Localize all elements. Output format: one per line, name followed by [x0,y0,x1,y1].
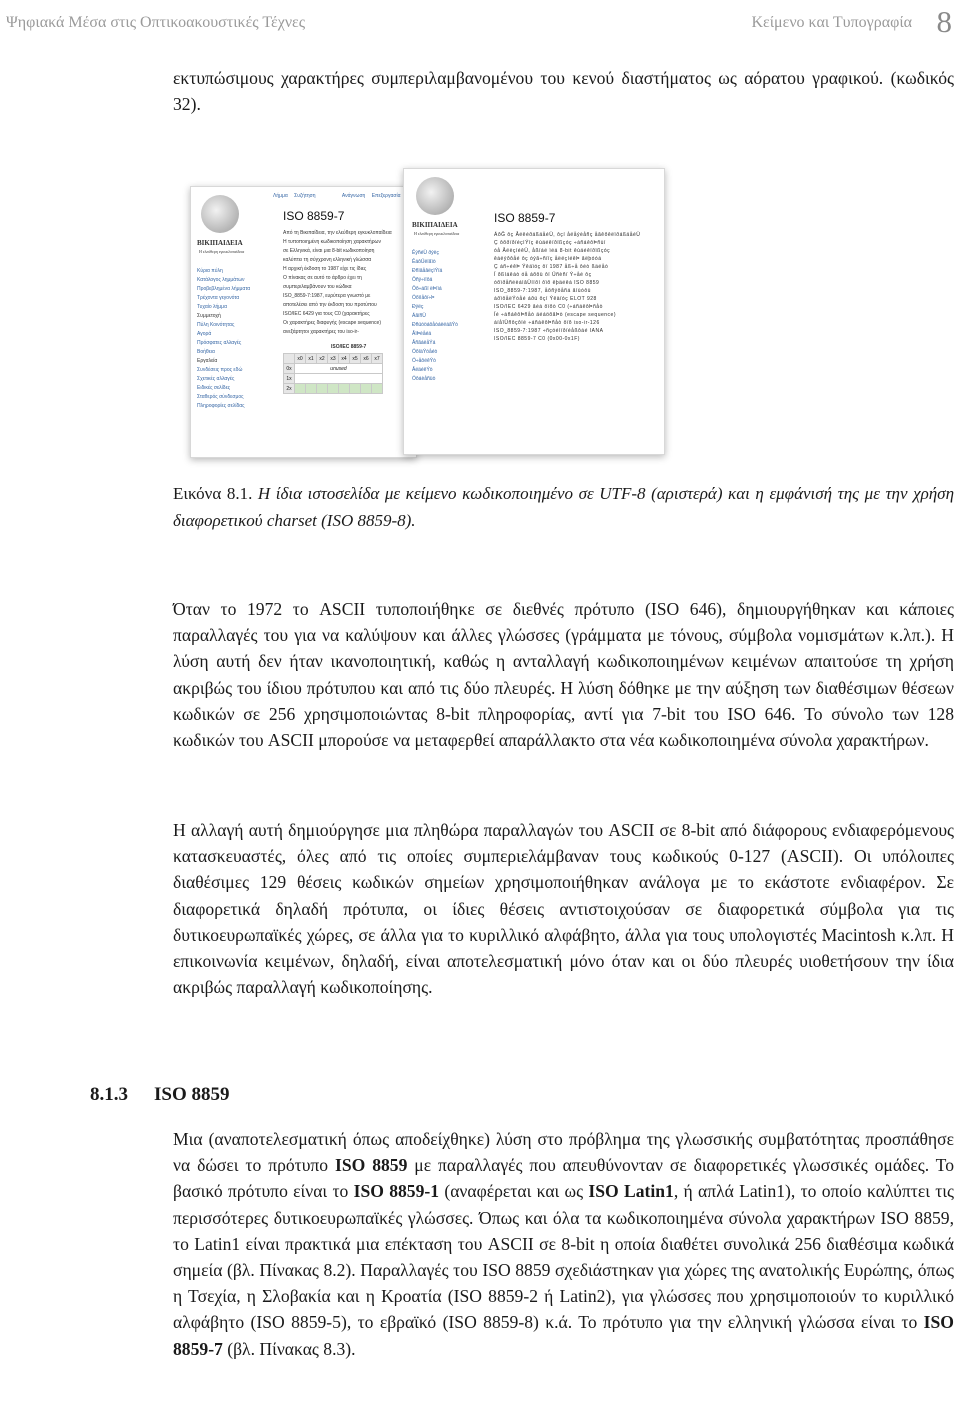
garbled-sidebar: ÊýñéÜ ðýëç ÊáôÜëïãïò ÐñïâåâëçìÝíá Ôñý÷ïíôá Ôõ÷áßï ëÞììá Óõììåôï÷Þ Ðýëç ÁãïñÜ ÐñüóöáôåòáëëáãÝò ÂïÞèåéá ÅñãáëåÝá ÓõíäÝóåéò Ó÷åôéêÝò ÅéäéêÝò Óôáèåñüò [412,250,458,382]
garbled-line: Ïé ÷áñáêôÞñåò äéáöõãÞò (escape sequence) [494,312,616,318]
garbled-line: ISO/IEC 8859-7 C0 (0x00-0x1F) [494,336,580,342]
body-line: Οι χαρακτήρες διαφυγής (escape sequence) [283,320,382,326]
body-line: σε Ελληνικά, είναι μια 8-bit κωδικοποίηση [283,248,375,254]
row-header: 2x [284,384,295,394]
row-header: 1x [284,374,295,384]
nav-item: Κύρια πύλη [197,268,223,274]
wikipedia-globe-icon [416,177,454,215]
intro-paragraph [173,65,954,117]
nav-item: Συμμετοχή [197,313,221,319]
col-header: x3 [328,354,339,364]
garbled-line: êáëýðôåé ôç óýã÷ñïíç åëëçíéêÞ ãëþóóá [494,256,602,262]
col-header: x5 [350,354,361,364]
garbled-line: ÁðĜ ôç ÂéêéðáßäåéÜ, ôçí åëåýèåñç åãêõêëïðáßäåéÜ [494,232,641,238]
garbled-line: áðïôåëÝóåé áðü ôçí Ýêäïóç ELOT 928 [494,296,597,302]
row-header: 0x [284,364,295,374]
figure-screenshots [190,168,670,458]
bold-term: ISO Latin1 [588,1181,674,1202]
tab-article: Λήμμα [273,193,288,199]
body-line: συμπεριλαμβάνουν του κώδικα [283,284,352,290]
paragraph-text: Η αλλαγή αυτή δημιούργησε μια πληθώρα παραλλαγών του ASCII σε 8-bit από διάφορους ενδιαφερόμενους κατασκευαστές, όλες από τις οποίες συμπεριελάμβαναν τους κωδικούς 0-127 (ASCII). Οι υπόλοιπες διαθέσιμες 129 θέσεις κωδικών σημείων χρησιμοποιήθηκαν ανάλογα με το εκάστοτε ενδιαφέρον. Σε διαφορετικά δηλαδή πρότυπα, οι ίδιες θέσεις αντιστοιχούσαν σε διαφορετικά σύμβολα για τις δυτικοευρωπαϊκές χώρες, σε άλλα για το κυριλλικό αλφάβητο, άλλα για τους υπολογιστές Macintosh κ.λπ. Η επικοινωνία κειμένων, δηλαδή, είναι αποτελεσματική μόνο όταν και οι δύο πλευρές υιοθετήσουν την ίδια ακριβώς παραλλαγή κωδικοποίησης. [173,820,954,998]
bold-term: ISO 8859-1 [353,1181,440,1202]
body-line: Η αρχική έκδοση το 1987 είχε τις ίδιες [283,266,367,272]
garbled-line: ISO_8859-7:1987 ÷ñçóéìïðïéåßôáé IANA [494,328,604,334]
garbled-line: óå ÅëëçíéêÜ, åßíáé ìéá 8-bit êùäéêïðïßçóç [494,248,611,254]
col-header: x2 [317,354,328,364]
nav-item: Πληροφορίες σελίδας [197,403,245,409]
page-number: 8 [936,4,952,39]
nav-item: Κατάλογος λημμάτων [197,277,245,283]
body-line: Από τη Βικιπαίδεια, την ελεύθερη εγκυκλοπαίδεια [283,230,392,236]
garbled-body [494,231,659,343]
body-line: αποτελέσει από την έκδοση του προτύπου [283,302,377,308]
garbled-line: Ç ôõðïðïéçìÝíç êùäéêïðïßçóç ÷áñáêôÞñùí [494,240,606,246]
code-chart-table [283,353,383,394]
garbled-line: Ç áñ÷éêÞ Ýêäïóç ôï 1987 åß÷å ôéò ßäéåò [494,264,609,270]
nav-item: Αγορά [197,331,212,337]
wikipedia-wordmark: ΒΙΚΙΠΑΙΔΕΙΑ [197,239,243,247]
col-header: x6 [361,354,372,364]
running-head-book-title: Ψηφιακά Μέσα στις Οπτικοακουστικές Τέχνες [6,14,306,31]
bold-term: ISO 8859-7 [173,1312,954,1359]
tab-talk: Συζήτηση [294,193,316,199]
body-line: Ο πίνακας σε αυτό το άρθρο έχει τη [283,275,362,281]
article-title: ISO 8859-7 [283,209,345,223]
body-line: Η τυποποιημένη κωδικοποίηση χαρακτήρων [283,239,381,245]
table-caption: ISO/IEC 8859-7 [331,344,367,350]
nav-item: Πρόσφατες αλλαγές [197,340,242,346]
nav-item: Προβεβλημένα λήμματα [197,286,251,292]
wikipedia-tagline: Η ελεύθερη εγκυκλοπαίδεια [199,249,245,254]
section-number: 8.1.3 [90,1084,128,1105]
body-line: ανεξάρτητοι χαρακτήρες του iso-ir- [283,329,359,335]
body-line: καλύπτει τη σύγχρονη ελληνική γλώσσα [283,257,372,263]
body-line: ISO_8859-7:1987, ευρύτερα γνωστό με [283,293,371,299]
running-head [6,4,952,39]
article-title: ISO 8859-7 [494,211,556,225]
tab-edit: Επεξεργασία [371,193,401,199]
wikipedia-tagline: Η ελεύθερη εγκυκλοπαίδεια [414,231,460,236]
bold-term: ISO 8859 [335,1155,408,1176]
paragraph-text: με παραλλαγές που απευθύνονταν σε διαφορετικές γλωσσικές ομάδες. Το βασικό πρότυπο είναι το [173,1155,954,1202]
garbled-line: áíåîÜñôçôïé ÷áñáêôÞñåò ôïõ iso-ir-126 [494,320,600,326]
paragraph-text: (αναφέρεται και ως [439,1181,589,1202]
nav-item: Ειδικές σελίδες [197,385,231,391]
intro-text: εκτυπώσιμους χαρακτήρες συμπεριλαμβανομένου του κενού διαστήματος ως αόρατου γραφικού. (κωδικός 32). [173,68,954,115]
tab-read: Ανάγνωση [341,193,366,199]
article-tabs [273,193,401,199]
wikipedia-globe-icon [201,195,239,233]
garbled-line: ISO/IEC 6429 ãéá ôïõò C0 (÷áñáêôÞñåò [494,304,603,310]
nav-item: Τυχαίο λήμμα [197,304,227,310]
nav-item: Σχετικές αλλαγές [197,376,235,382]
col-header: x1 [306,354,317,364]
garbled-line: Ï ðßíáêáò óå áõôü ôï Üñèñï Ý÷åé ôç [494,272,592,278]
paragraph-text: Όταν το 1972 το ASCII τυποποιήθηκε σε διεθνές πρότυπο (ISO 646), δημιουργήθηκαν και κάποιες παραλλαγές του για να καλύψουν και άλλες γλώσσες (γράμματα με τόνους, σύμβολα νομισμάτων κ.λπ.). Η λύση αυτή δεν ήταν ικανοποιητική, καθώς η ανταλλαγή κωδικοποιημένων κειμένων απαιτούσε τη χρήση ακριβώς του ίδιου πρότυπου και από τις δύο πλευρές. Η λύση δόθηκε με την αύξηση των διαθέσιμων θέσεων κωδικών σε 256 χρησιμοποιώντας 8-bit πληροφορίας, αντί για 7-bit του ISO 646. Το σύνολο των 128 κωδικών του ASCII μπορούσε να μεταφερθεί απαράλλακτο στα νέα κωδικοποιημένα σύνολα χαρακτήρων. [173,599,954,751]
section-heading [90,1084,230,1106]
sidebar-nav [197,267,269,411]
wikipedia-wordmark: ΒΙΚΙΠΑΙΔΕΙΑ [412,221,458,229]
paragraph-iso8859 [173,1126,954,1362]
col-header: x4 [339,354,350,364]
caption-text: Η ίδια ιστοσελίδα με κείμενο κωδικοποιημένο σε UTF-8 (αριστερά) και η εμφάνισή της με την χρήση διαφορετικού charset (ISO 8859-8). [173,484,954,530]
article-body [283,229,413,337]
garbled-line: óõìðåñéëáìâÜíïõí ôïõ êþäéêá ISO 8859 [494,280,600,286]
paragraph-text: , ή απλά Latin1), το οποίο καλύπτει τις περισσότερες δυτικοευρωπαϊκές γλώσσες. Όπως και όλα τα κωδικοποιημένα σύνολα χαρακτήρων ISO 8859, το Latin1 είναι πρακτικά μια επέκταση του ASCII σε 8-bit η οποία διαθέτει συνολικά 256 διαθέσιμα κωδικά σημεία (βλ. Πίνακας 8.2). Παραλλαγές του ISO 8859 σχεδιάστηκαν για χώρες της ανατολικής Ευρώπης, όπως η Τσεχία, η Σλοβακία και η Κροατία (ISO 8859-2 ή Latin2), για γλώσσες που χρησιμοποιούν το κυριλλικό αλφάβητο (ISO 8859-5), το εβραϊκό (ISO 8859-8) κ.ά. Το πρότυπο για την ελληνική γλώσσα είναι το [173,1181,955,1333]
screenshot-utf8 [190,186,417,458]
figure-caption [173,481,954,534]
running-head-chapter-title: Κείμενο και Τυπογραφία [751,14,912,31]
nav-item: Τρέχοντα γεγονότα [197,295,240,301]
nav-item: Εργαλεία [197,358,218,364]
section-title: ISO 8859 [154,1084,230,1105]
paragraph-text: (βλ. Πίνακας 8.3). [222,1338,356,1359]
body-line: ISO/IEC 6429 για τους C0 (χαρακτήρες [283,311,370,317]
nav-item: Πύλη Κοινότητας [197,322,235,328]
paragraph-text: Μια (αναποτελεσματική όπως αποδείχθηκε) λύση στο πρόβλημα της γλωσσικής συμβατότητας προσπάθησε να δώσει το πρότυπο [173,1129,954,1176]
nav-item: Βοήθεια [197,349,215,355]
screenshot-iso-8859-8 [403,168,665,455]
paragraph-8bit-variants [173,817,954,1000]
paragraph-ascii-iso646 [173,596,954,753]
caption-label: Εικόνα 8.1. [173,484,253,503]
col-header: x7 [372,354,383,364]
nav-item: Συνδέσεις προς εδώ [197,367,243,373]
unused-label: unused [295,364,383,374]
col-header: x0 [295,354,306,364]
nav-item: Σταθερός σύνδεσμος [197,394,244,400]
garbled-line: ISO_8859-7:1987, åõñýôåñá ãíùóôü [494,288,591,294]
